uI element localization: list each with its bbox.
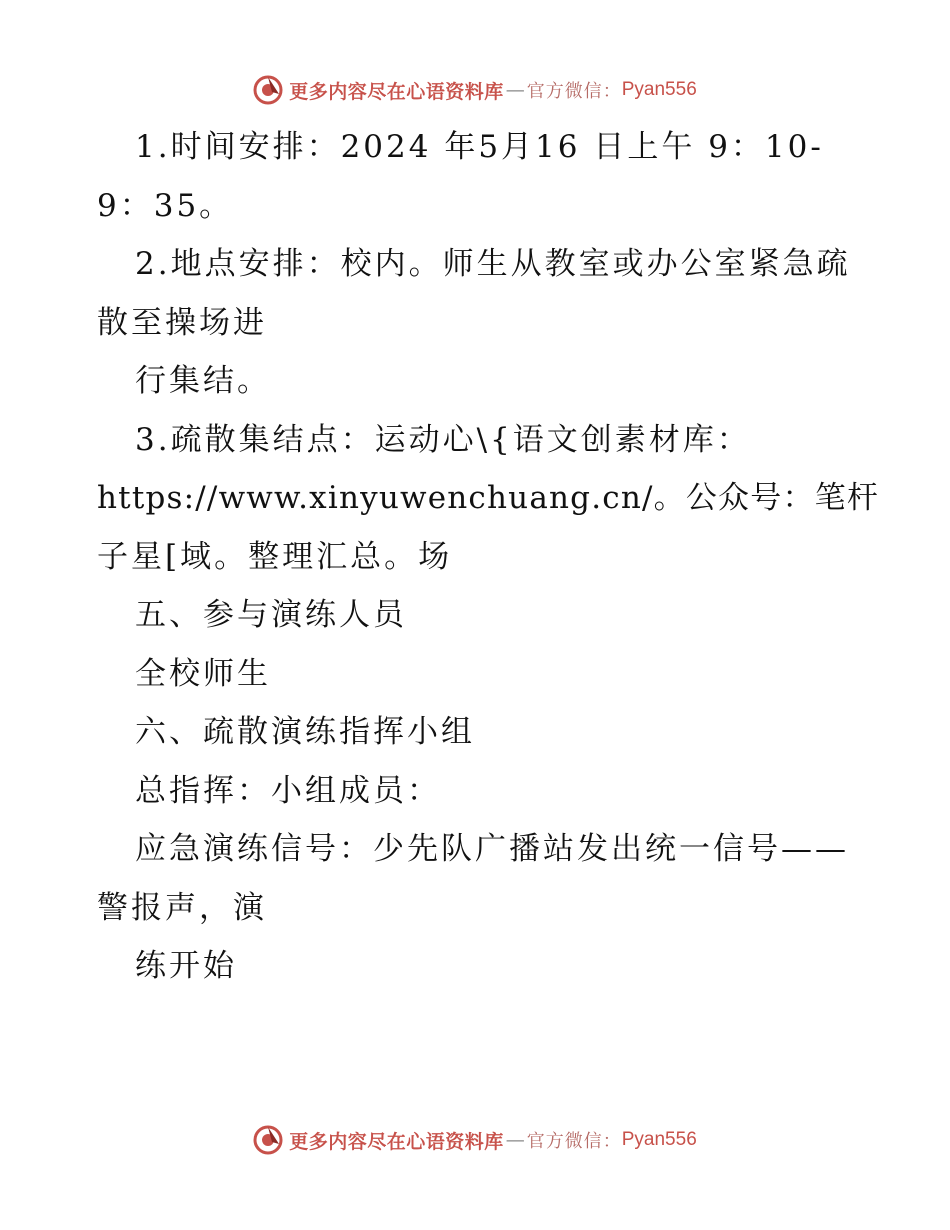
footer-dash: — <box>505 1129 525 1151</box>
body-line-3: 2.地点安排：校内。师生从教室或办公室紧急疏 <box>135 246 851 282</box>
footer-brand-text: 更多内容尽在心语资料库 <box>289 1130 504 1153</box>
body-line-12: 总指挥：小组成员： <box>135 772 441 809</box>
brand-logo-icon <box>253 1125 283 1155</box>
header-banner <box>0 70 950 110</box>
body-line-2: 9：35。 <box>97 187 234 224</box>
body-line-15: 练开始 <box>135 948 237 984</box>
body-line-13: 应急演练信号：少先队广播站发出统一信号—— <box>135 831 849 867</box>
document-body <box>97 118 880 996</box>
body-line-7: https://www.xinyuwenchuang.cn/。公众号：笔杆 <box>97 480 880 516</box>
body-line-14: 警报声，演 <box>97 889 267 926</box>
body-line-9: 五、参与演练人员 <box>135 597 407 633</box>
header-brand-text: 更多内容尽在心语资料库 <box>289 80 504 103</box>
footer-banner <box>0 1120 950 1160</box>
brand-logo-icon <box>253 75 283 105</box>
body-line-11: 六、疏散演练指挥小组 <box>135 714 475 750</box>
body-line-4: 散至操场进 <box>97 304 267 341</box>
body-line-10: 全校师生 <box>135 655 271 692</box>
header-official-label: 官方微信： <box>526 81 622 102</box>
footer-wechat-id: Pyan556 <box>621 1129 697 1150</box>
header-dash: — <box>505 79 525 101</box>
footer-official-label: 官方微信： <box>526 1131 622 1152</box>
body-line-8: 子星[域。整理汇总。场 <box>97 538 453 575</box>
body-line-5: 行集结。 <box>135 363 271 399</box>
header-wechat-id: Pyan556 <box>621 79 697 100</box>
body-line-6: 3.疏散集结点：运动心\{语文创素材库： <box>135 421 751 458</box>
body-line-1: 1.时间安排：2024 年5月16 日上午 9：10- <box>135 129 824 165</box>
